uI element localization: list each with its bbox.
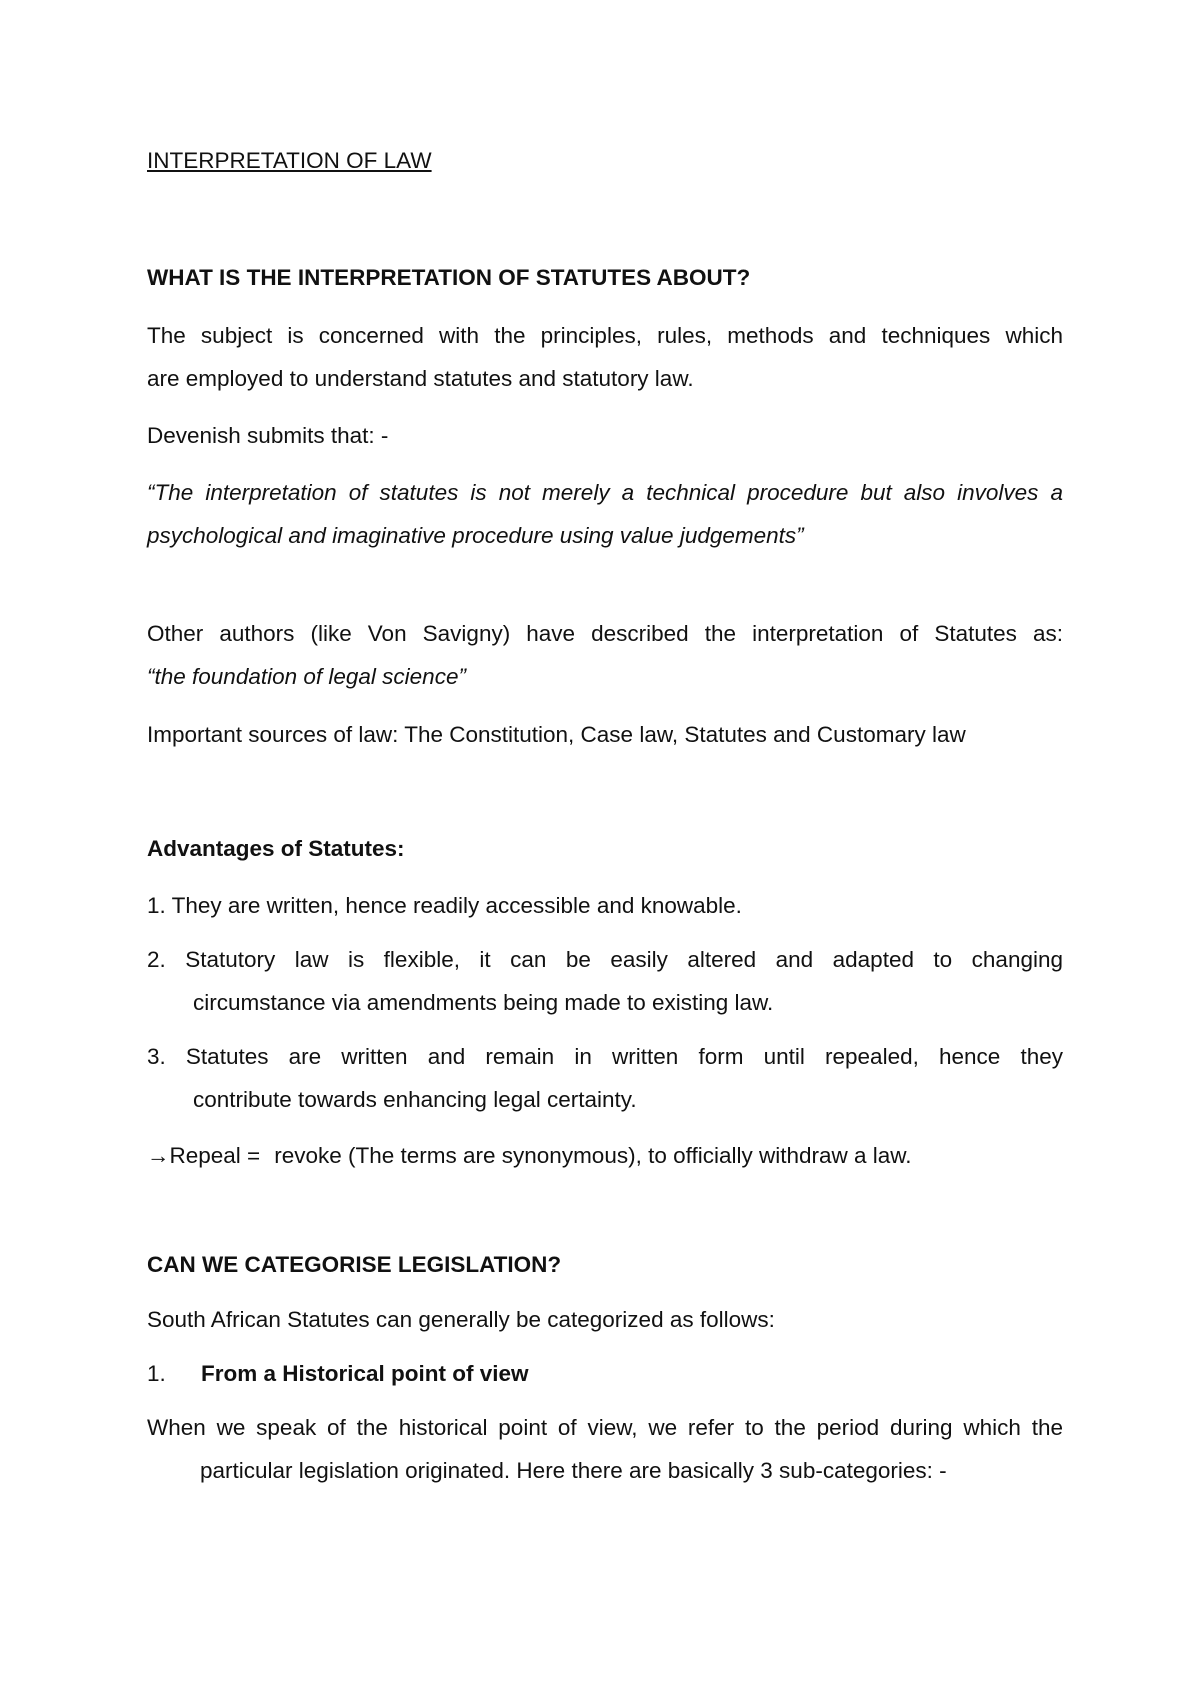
devenish-intro: Devenish submits that: -: [147, 423, 389, 448]
category-title: From a Historical point of view: [201, 1361, 529, 1386]
category-item-1: [147, 1352, 1063, 1395]
category-number: 1.: [147, 1361, 166, 1386]
quote-line-1: “The interpretation of statutes is not merely a technical procedure but also involves a: [147, 480, 1063, 505]
categorise-intro: South African Statutes can generally be categorized as follows:: [147, 1307, 775, 1332]
paragraph-subject-line-2: are employed to understand statutes and statutory law.: [147, 366, 694, 391]
advantage-item-1: 1. They are written, hence readily accessible and knowable.: [147, 893, 742, 918]
repeal-definition: [147, 1134, 1063, 1177]
advantages-heading: Advantages of Statutes:: [147, 836, 405, 861]
other-authors-line-2: “the foundation of legal science”: [147, 664, 466, 689]
repeal-term: →Repeal =: [147, 1143, 261, 1168]
quote-line-2: psychological and imaginative procedure using value judgements”: [147, 523, 804, 548]
paragraph-subject-line-1: The subject is concerned with the principles, rules, methods and techniques which: [147, 323, 1063, 348]
document-title: INTERPRETATION OF LAW: [147, 148, 432, 173]
other-authors-line-1: Other authors (like Von Savigny) have described the interpretation of Statutes as:: [147, 621, 1063, 646]
advantage-item-3-line-2: contribute towards enhancing legal certainty.: [193, 1087, 637, 1112]
historical-line-2: particular legislation originated. Here there are basically 3 sub-categories: -: [200, 1458, 947, 1483]
historical-line-1: When we speak of the historical point of view, we refer to the period during which the: [147, 1415, 1063, 1440]
advantage-item-2-line-2: circumstance via amendments being made to existing law.: [193, 990, 774, 1015]
section-heading-interpretation: WHAT IS THE INTERPRETATION OF STATUTES ABOUT?: [147, 265, 751, 290]
sources-of-law: Important sources of law: The Constitution, Case law, Statutes and Customary law: [147, 722, 966, 747]
advantage-item-3-line-1: 3. Statutes are written and remain in written form until repealed, hence they: [147, 1044, 1063, 1069]
advantage-item-2-line-1: 2. Statutory law is flexible, it can be easily altered and adapted to changing: [147, 947, 1063, 972]
repeal-meaning: revoke (The terms are synonymous), to officially withdraw a law.: [274, 1143, 912, 1168]
section-heading-categorise: CAN WE CATEGORISE LEGISLATION?: [147, 1252, 562, 1277]
